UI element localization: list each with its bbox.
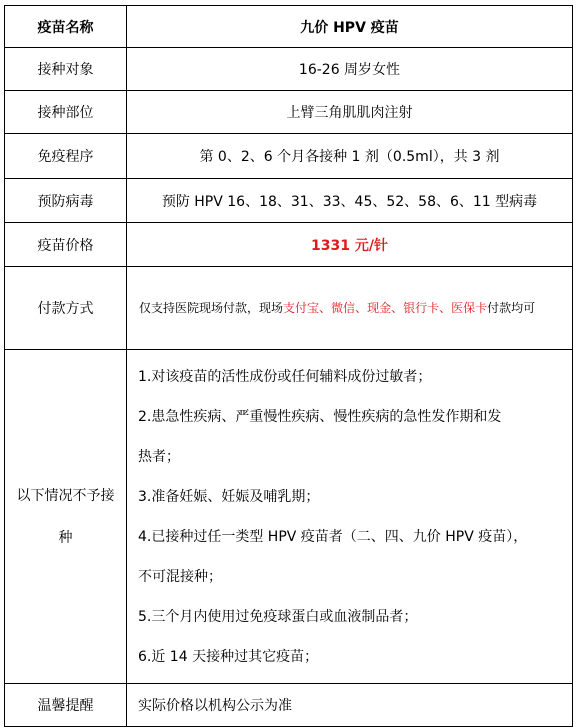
- contra-item-2: 2.患急性疾病、严重慢性疾病、慢性疾病的急性发作期和发: [138, 408, 502, 425]
- row-value-target: 16-26 周岁女性: [127, 48, 573, 91]
- table-row: [5, 350, 573, 684]
- payment-insurance: 医保卡: [451, 301, 488, 315]
- row-label-site: 接种部位: [5, 91, 127, 134]
- table-row: [5, 267, 573, 350]
- payment-sep: 、: [319, 301, 332, 315]
- contra-label-line2: 种: [58, 529, 73, 546]
- header-vaccine-name-label: 疫苗名称: [5, 6, 127, 48]
- row-value-reminder: 实际价格以机构公示为准: [127, 684, 573, 727]
- table-row: [5, 48, 573, 91]
- row-label-schedule: 免疫程序: [5, 134, 127, 179]
- payment-suffix: 付款均可: [487, 301, 536, 315]
- payment-text: [139, 293, 564, 323]
- row-label-reminder: 温馨提醒: [5, 684, 127, 727]
- row-value-contraindications: [127, 350, 573, 684]
- contra-item-4: 4.已接种过任一类型 HPV 疫苗者（二、四、九价 HPV 疫苗），: [138, 528, 528, 545]
- contra-item-6: 6.近 14 天接种过其它疫苗；: [138, 648, 319, 665]
- row-label-target: 接种对象: [5, 48, 127, 91]
- row-value-schedule: 第 0、2、6 个月各接种 1 剂（0.5ml），共 3 剂: [127, 134, 573, 179]
- table-row: [5, 684, 573, 727]
- payment-cash: 现金: [367, 301, 392, 315]
- contra-item-4-cont: 不可混接种；: [138, 568, 222, 585]
- table-row: [5, 134, 573, 179]
- table-row: [5, 179, 573, 223]
- payment-prefix: 仅支持医院现场付款，现场: [139, 301, 284, 315]
- row-label-payment: 付款方式: [5, 267, 127, 350]
- payment-sep: 、: [439, 301, 452, 315]
- row-label-price: 疫苗价格: [5, 223, 127, 267]
- contra-item-3: 3.准备妊娠、妊娠及哺乳期；: [138, 488, 320, 505]
- row-label-contraindications: [5, 350, 127, 684]
- table-row: [5, 91, 573, 134]
- table-row: [5, 223, 573, 267]
- table-header-row: [5, 6, 573, 48]
- row-value-price: 1331 元/针: [127, 223, 573, 267]
- contra-label-line1: 以下情况不予接: [16, 487, 115, 504]
- contra-item-1: 1.对该疫苗的活性成份或任何辅料成份过敏者；: [138, 368, 432, 385]
- payment-sep: 、: [355, 301, 368, 315]
- contra-item-5: 5.三个月内使用过免疫球蛋白或血液制品者；: [138, 608, 418, 625]
- header-vaccine-name-value: 九价 HPV 疫苗: [127, 6, 573, 48]
- row-value-site: 上臂三角肌肌肉注射: [127, 91, 573, 134]
- row-value-prevent: 预防 HPV 16、18、31、33、45、52、58、6、11 型病毒: [127, 179, 573, 223]
- payment-bankcard: 银行卡: [403, 301, 440, 315]
- vaccine-info-table: [4, 5, 573, 727]
- payment-alipay: 支付宝: [283, 301, 320, 315]
- contra-item-2-cont: 热者；: [138, 448, 180, 465]
- row-value-payment: [127, 267, 573, 350]
- row-label-prevent: 预防病毒: [5, 179, 127, 223]
- payment-wechat: 微信: [331, 301, 356, 315]
- payment-sep: 、: [391, 301, 404, 315]
